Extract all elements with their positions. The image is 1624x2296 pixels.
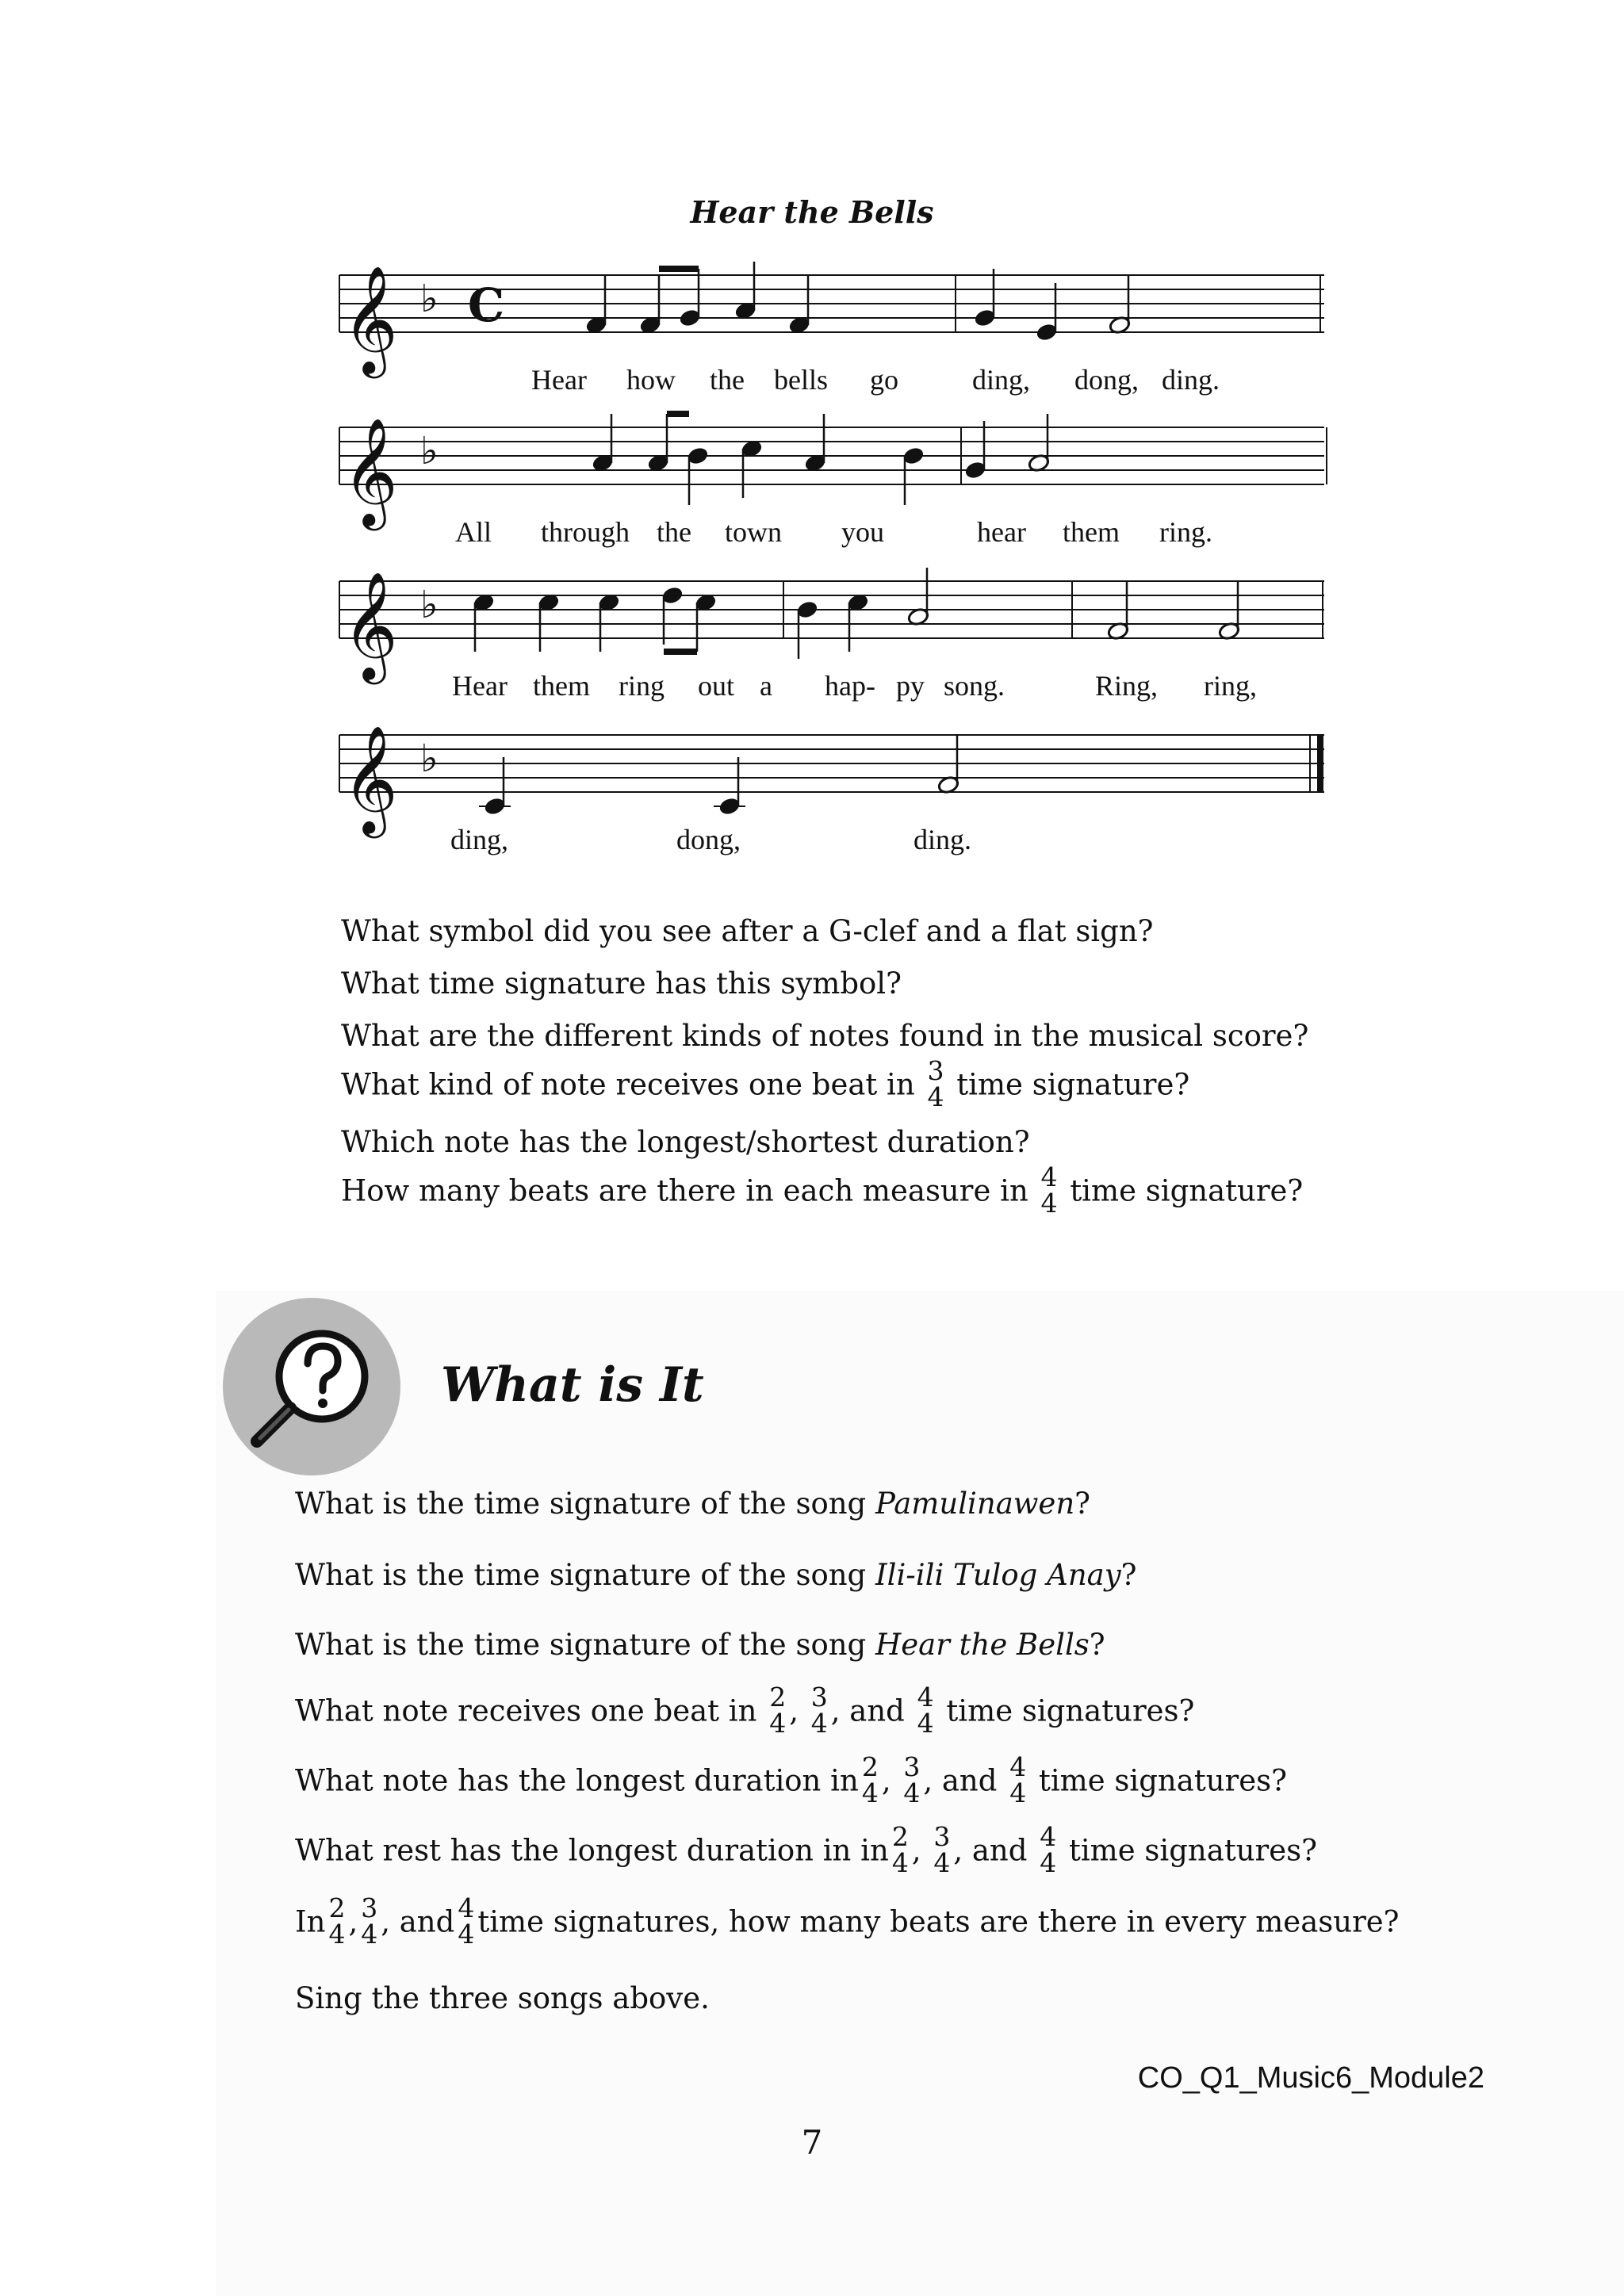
music-note [479, 757, 511, 816]
lyric-word: the [710, 364, 745, 396]
question-line: What note has the longest duration in 2 4 , 3 4 , and 4 4 time signatures? [295, 1751, 1287, 1808]
music-note [714, 757, 745, 816]
lyric-word: ding. [1162, 364, 1220, 396]
question-line: Sing the three songs above. [295, 1981, 710, 2015]
treble-clef-icon: 𝄞 [343, 416, 398, 526]
music-note [647, 414, 670, 473]
music-staff-4 [317, 718, 1348, 833]
flat-sign-icon: ♭ [420, 429, 439, 473]
music-note [661, 586, 684, 645]
question-line: What is the time signature of the song Ili-ili Tulog Anay? [295, 1558, 1137, 1592]
lyric-word: py [896, 670, 925, 702]
music-note [974, 269, 997, 327]
question-line: Which note has the longest/shortest duration? [341, 1125, 1030, 1159]
lyric-word: bells [774, 364, 828, 396]
music-note [847, 593, 870, 652]
music-note [473, 593, 496, 652]
music-note [796, 600, 819, 659]
question-line: What note receives one beat in 2 4 , 3 4 , and 4 4 time signatures? [295, 1682, 1195, 1739]
lyric-word: them [533, 670, 590, 702]
flat-sign-icon: ♭ [420, 277, 439, 321]
music-staff-2 [317, 410, 1348, 526]
song-title: Hear the Bells [690, 194, 934, 230]
treble-clef-icon: 𝄞 [343, 264, 398, 373]
magnifier-question-icon [222, 1297, 401, 1476]
question-line: What is the time signature of the song Hear the Bells? [295, 1628, 1105, 1662]
music-note [907, 568, 930, 626]
lyric-word: dong, [1074, 364, 1139, 396]
music-note [538, 593, 561, 652]
time-signature-fraction: 4 4 [1009, 1751, 1027, 1808]
music-note [1218, 582, 1241, 641]
question-line: What rest has the longest duration in in 2 4 , 3 4 , and 4 4 time signatures? [295, 1821, 1317, 1878]
question-line: What kind of note receives one beat in 3 4 time signature? [341, 1055, 1190, 1112]
question-line: What symbol did you see after a G-clef and a flat sign? [341, 914, 1154, 948]
time-signature-fraction: 3 4 [361, 1892, 378, 1950]
lyric-word: Ring, [1095, 670, 1159, 702]
time-signature-fraction: 2 4 [769, 1682, 787, 1739]
time-signature-fraction: 4 4 [1040, 1821, 1057, 1878]
module-code: CO_Q1_Music6_Module2 [1137, 2061, 1484, 2095]
music-staff-1 [317, 258, 1348, 373]
lyric-word: how [626, 364, 676, 396]
time-signature-fraction: 3 4 [903, 1751, 921, 1808]
music-note [659, 269, 701, 327]
time-signature-fraction: 2 4 [891, 1821, 909, 1878]
question-line: What are the different kinds of notes found in the musical score? [341, 1019, 1309, 1053]
question-line: What is the time signature of the song Pamulinawen? [295, 1487, 1091, 1521]
lyric-word: through [541, 516, 630, 548]
music-note [804, 414, 827, 473]
music-note [734, 262, 757, 320]
lyric-word: out [698, 670, 735, 702]
lyric-word: ring [619, 670, 665, 702]
lyric-word: hear [977, 516, 1026, 548]
lyric-word: ding, [450, 824, 509, 855]
lyric-word: Hear [531, 364, 587, 396]
time-signature-fraction: 3 4 [933, 1821, 951, 1878]
music-note [1036, 283, 1059, 342]
question-line: In 2 4 , 3 4 , and 4 4 time signatures, how many beats are there in every measure? [295, 1892, 1400, 1950]
common-time-icon: C [468, 278, 505, 332]
lyric-word: them [1063, 516, 1120, 548]
lyric-word: you [841, 516, 884, 548]
lyric-word: Hear [452, 670, 508, 702]
music-note [639, 276, 662, 335]
lyric-word: dong, [676, 824, 741, 855]
lyric-word: ring, [1204, 670, 1257, 702]
music-note [937, 736, 960, 794]
music-note [788, 276, 811, 335]
music-note [1107, 582, 1130, 641]
time-signature-fraction: 4 4 [917, 1682, 934, 1739]
music-note [1109, 276, 1132, 335]
lyric-word: song. [944, 670, 1005, 702]
music-note [902, 446, 925, 505]
lyric-word: the [657, 516, 691, 548]
lyric-word: ding. [914, 824, 972, 855]
music-note [585, 276, 608, 335]
question-line: How many beats are there in each measure in 4 4 time signature? [341, 1161, 1304, 1219]
lyric-word: go [870, 364, 898, 396]
music-note [964, 421, 987, 480]
treble-clef-icon: 𝄞 [343, 570, 398, 679]
page-number: 7 [801, 2123, 823, 2162]
lyric-word: All [455, 516, 492, 548]
lyric-word: hap- [825, 670, 875, 702]
time-signature-fraction: 3 4 [810, 1682, 828, 1739]
music-note [598, 593, 621, 652]
time-signature-fraction: 3 4 [927, 1055, 944, 1112]
lyric-word: a [760, 670, 772, 702]
lyric-word: ring. [1159, 516, 1212, 548]
treble-clef-icon: 𝄞 [343, 724, 398, 833]
section-title: What is It [441, 1357, 704, 1413]
music-note [592, 414, 615, 473]
time-signature-fraction: 4 4 [1040, 1161, 1058, 1219]
music-note [741, 439, 764, 498]
music-note [1028, 414, 1051, 473]
lyric-word: ding, [972, 364, 1031, 396]
question-line: What time signature has this symbol? [341, 966, 902, 1001]
time-signature-fraction: 2 4 [328, 1892, 346, 1950]
music-staff-3 [317, 564, 1348, 679]
flat-sign-icon: ♭ [420, 583, 439, 627]
flat-sign-icon: ♭ [420, 737, 439, 781]
time-signature-fraction: 4 4 [458, 1892, 475, 1950]
time-signature-fraction: 2 4 [861, 1751, 879, 1808]
lyric-word: town [725, 516, 782, 548]
